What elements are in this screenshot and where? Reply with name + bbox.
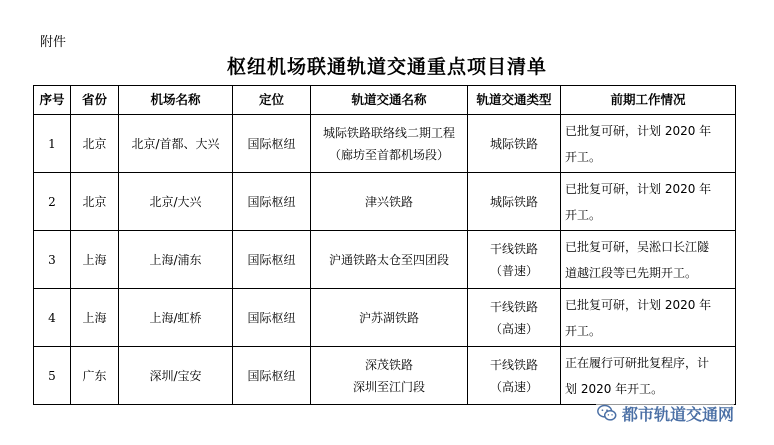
- cell-rail-type: [468, 115, 561, 173]
- status-line: 开工。: [565, 323, 602, 338]
- cell-no: 5: [34, 347, 71, 405]
- table-row: [34, 231, 736, 289]
- status-line: 已批复可研，计划 2020 年: [565, 123, 712, 138]
- rail-type-line: 干线铁路: [489, 299, 538, 314]
- cell-status: [561, 289, 736, 347]
- watermark: [596, 400, 734, 426]
- cell-rail-type: [468, 289, 561, 347]
- cell-status: [561, 173, 736, 231]
- cell-province: 上海: [71, 231, 119, 289]
- header-rail-name: 轨道交通名称: [311, 86, 468, 115]
- table-row: [34, 347, 736, 405]
- cell-position: 国际枢纽: [233, 347, 311, 405]
- status-line: 划 2020 年开工。: [565, 381, 664, 396]
- cell-rail-name: [311, 173, 468, 231]
- table-row: [34, 115, 736, 173]
- header-position: 定位: [233, 86, 311, 115]
- cell-no: 2: [34, 173, 71, 231]
- rail-name-line: 城际铁路联络线二期工程: [322, 125, 455, 140]
- cell-rail-name: [311, 231, 468, 289]
- cell-airport: 上海/浦东: [119, 231, 233, 289]
- project-list-table: [33, 85, 736, 405]
- rail-name-line: 深茂铁路: [364, 357, 413, 372]
- status-line: 道越江段等已先期开工。: [565, 265, 698, 280]
- status-line: 开工。: [565, 149, 602, 164]
- cell-rail-name: [311, 115, 468, 173]
- cell-position: 国际枢纽: [233, 173, 311, 231]
- header-province: 省份: [71, 86, 119, 115]
- header-no: 序号: [34, 86, 71, 115]
- rail-type-line: 干线铁路: [489, 241, 538, 256]
- document-title: 枢纽机场联通轨道交通重点项目清单: [226, 56, 547, 78]
- cell-airport: 上海/虹桥: [119, 289, 233, 347]
- cell-status: [561, 347, 736, 405]
- cell-position: 国际枢纽: [233, 115, 311, 173]
- cell-rail-name: [311, 289, 468, 347]
- status-line: 已批复可研，吴淞口长江隧: [565, 239, 710, 254]
- cell-no: 1: [34, 115, 71, 173]
- rail-type-line: （普速）: [489, 263, 538, 278]
- table-row: [34, 173, 736, 231]
- header-rail-type: 轨道交通类型: [468, 86, 561, 115]
- cell-rail-type: [468, 347, 561, 405]
- cell-position: 国际枢纽: [233, 231, 311, 289]
- cell-airport: 北京/首都、大兴: [119, 115, 233, 173]
- cell-status: [561, 115, 736, 173]
- rail-name-line: 深圳至江门段: [352, 379, 425, 394]
- rail-type-line: （高速）: [489, 321, 538, 336]
- wechat-icon: [596, 402, 618, 424]
- cell-province: 上海: [71, 289, 119, 347]
- rail-type-line: 城际铁路: [489, 136, 538, 151]
- rail-type-line: 城际铁路: [489, 194, 538, 209]
- cell-rail-type: [468, 231, 561, 289]
- rail-name-line: 津兴铁路: [364, 194, 413, 209]
- cell-no: 3: [34, 231, 71, 289]
- cell-position: 国际枢纽: [233, 289, 311, 347]
- cell-rail-type: [468, 173, 561, 231]
- cell-status: [561, 231, 736, 289]
- cell-airport: 深圳/宝安: [119, 347, 233, 405]
- header-airport: 机场名称: [119, 86, 233, 115]
- status-line: 已批复可研，计划 2020 年: [565, 181, 712, 196]
- cell-no: 4: [34, 289, 71, 347]
- rail-type-line: （高速）: [489, 379, 538, 394]
- cell-province: 北京: [71, 115, 119, 173]
- rail-name-line: 沪苏湖铁路: [358, 310, 419, 325]
- cell-province: 北京: [71, 173, 119, 231]
- status-line: 正在履行可研批复程序，计: [565, 355, 710, 370]
- table-header-row: [34, 86, 736, 115]
- attachment-label: 附件: [40, 35, 67, 50]
- rail-type-line: 干线铁路: [489, 357, 538, 372]
- watermark-text: 都市轨道交通网: [622, 404, 735, 424]
- status-line: 开工。: [565, 207, 602, 222]
- cell-rail-name: [311, 347, 468, 405]
- table-row: [34, 289, 736, 347]
- rail-name-line: 沪通铁路太仓至四团段: [328, 252, 449, 267]
- status-line: 已批复可研，计划 2020 年: [565, 297, 712, 312]
- cell-province: 广东: [71, 347, 119, 405]
- cell-airport: 北京/大兴: [119, 173, 233, 231]
- header-status: 前期工作情况: [561, 86, 736, 115]
- rail-name-line: （廊坊至首都机场段）: [328, 147, 449, 162]
